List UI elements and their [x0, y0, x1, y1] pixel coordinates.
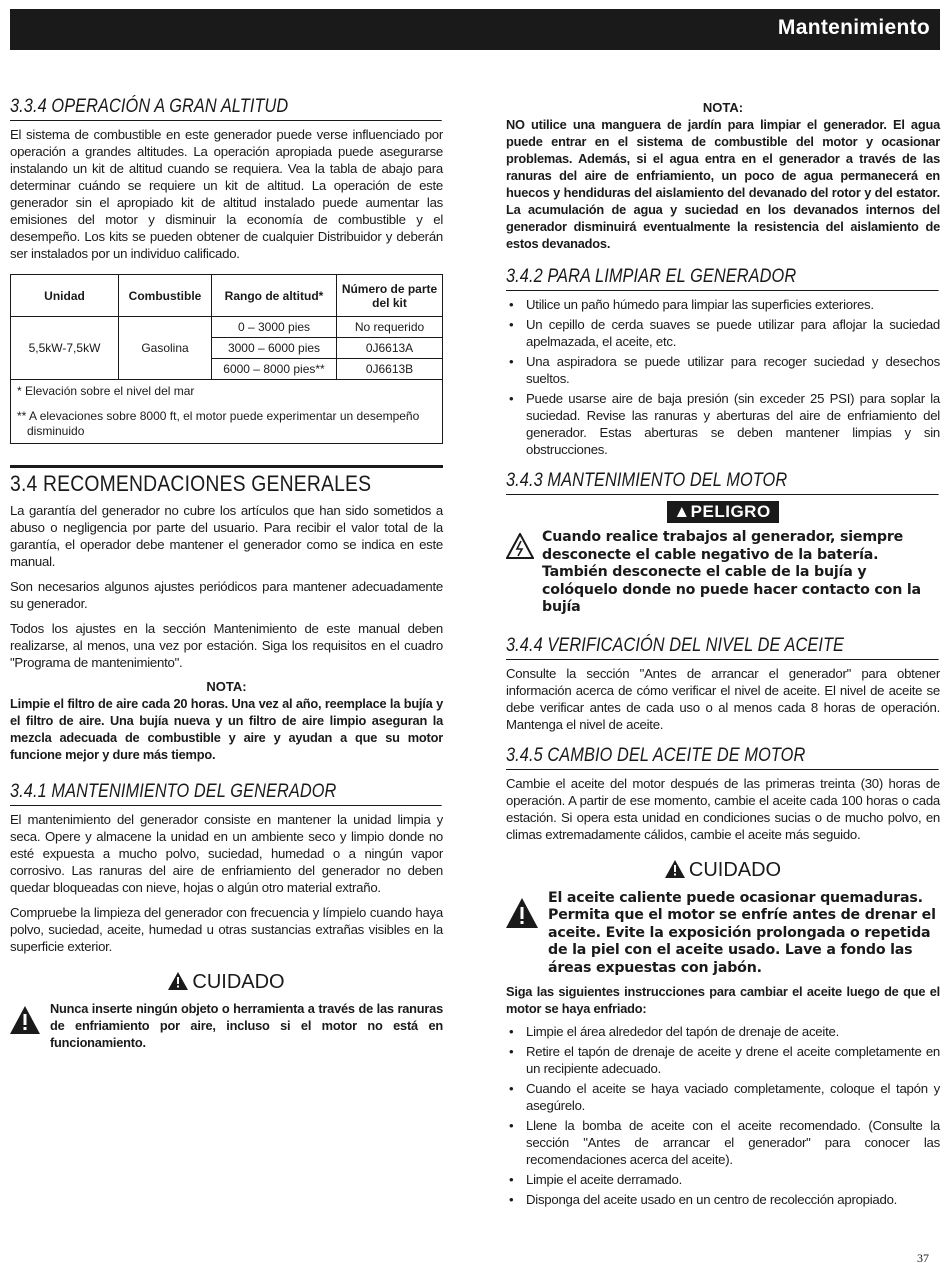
- warning-icon: [168, 972, 188, 996]
- table-cell-fuel: Gasolina: [119, 317, 212, 380]
- section-heading-334: 3.3.4 OPERACIÓN A GRAN ALTITUD: [10, 96, 442, 121]
- caution-label: CUIDADO: [192, 971, 285, 993]
- list-item: • Limpie el área alrededor del tapón de drenaje de aceite.: [506, 1023, 940, 1040]
- paragraph: Compruebe la limpieza del generador con frecuencia y límpielo cuando haya polvo, suciedad, aceite, humedad u otras sustancias extrañas visibles en la superficie exterior.: [10, 905, 443, 954]
- table-cell: 3000 – 6000 pies: [212, 338, 337, 359]
- warning-icon: [506, 898, 538, 933]
- list-item: • Limpie el aceite derramado.: [506, 1171, 940, 1188]
- section-heading-341: 3.4.1 MANTENIMIENTO DEL GENERADOR: [10, 781, 442, 806]
- caution-heading: [10, 971, 443, 996]
- danger-text: Cuando realice trabajos al generador, siempre desconecte el cable negativo de la batería. También desconecte el cable de la bujía y colóquelo donde no puede hacer contacto con la bujía: [542, 529, 921, 615]
- list-item: • Puede usarse aire de baja presión (sin exceder 25 PSI) para soplar la suciedad. Revise las ranuras y aberturas del aire de enfriamiento del generador. Estas aberturas se deben mantener limpias y sin obstrucciones.: [506, 390, 940, 458]
- section-heading-343: 3.4.3 MANTENIMIENTO DEL MOTOR: [506, 470, 939, 495]
- table-footnotes: [11, 380, 443, 444]
- note-text: Limpie el filtro de aire cada 20 horas. Una vez al año, reemplace la bujía y el filtro de aire. Una bujía nueva y un filtro de aire limpio aseguran la mezcla adecuada de combustible y aire y ayudan a que su motor funcione mejor y dure más tiempo.: [10, 696, 443, 762]
- right-column: [506, 100, 940, 1211]
- section-divider: [10, 465, 443, 468]
- table-cell: 0 – 3000 pies: [212, 317, 337, 338]
- caution-text: El aceite caliente puede ocasionar quemaduras. Permita que el motor se enfríe antes de drenar el aceite. Evite la exposición prolongada o repetida de la piel con el aceite usado. Lave a fondo las áreas expuestas con jabón.: [548, 889, 936, 976]
- page-number: 37: [917, 1251, 929, 1263]
- footnote: ** A elevaciones sobre 8000 ft, el motor puede experimentar un desempeño disminuido: [17, 409, 420, 438]
- table-header-row: [11, 275, 443, 317]
- section-heading-34: 3.4 RECOMENDACIONES GENERALES: [10, 471, 372, 496]
- paragraph: Cambie el aceite del motor después de las primeras treinta (30) horas de operación. A partir de ese momento, cambie el aceite cada 100 horas o cada estación. Si opera esta unidad en condiciones sucias o de mucho polvo, en climas extremadamente cálidos, cambie el aceite más seguido.: [506, 775, 940, 842]
- caution-heading: [506, 859, 940, 884]
- instructions-intro: Siga las siguientes instrucciones para cambiar el aceite luego de que el motor se haya enfriado:: [506, 984, 940, 1016]
- altitude-table: [10, 274, 443, 444]
- table-cell-unit: 5,5kW-7,5kW: [11, 317, 119, 380]
- danger-icon: ▲: [673, 502, 691, 521]
- left-column: [10, 96, 443, 1051]
- footnote: * Elevación sobre el nivel del mar: [17, 384, 195, 398]
- danger-heading: [506, 501, 940, 523]
- paragraph: Consulte la sección "Antes de arrancar el generador" para obtener información acerca de cómo verificar el nivel de aceite. El nivel de aceite se debe verificar antes de cada uso o al menos cada 8 horas de operación. Mantenga el nivel de aceite.: [506, 665, 940, 732]
- list-item: • Una aspiradora se puede utilizar para recoger suciedad y desechos sueltos.: [506, 353, 940, 387]
- table-cell: 6000 – 8000 pies**: [212, 359, 337, 380]
- list-item: • Retire el tapón de drenaje de aceite y drene el aceite completamente en un recipiente adecuado.: [506, 1043, 940, 1077]
- section-heading-342: 3.4.2 PARA LIMPIAR EL GENERADOR: [506, 266, 939, 291]
- cleaning-list: [506, 296, 940, 458]
- caution-box: [10, 1000, 443, 1051]
- paragraph: Son necesarios algunos ajustes periódicos para mantener adecuadamente su generador.: [10, 579, 443, 611]
- paragraph: El mantenimiento del generador consiste en mantener la unidad limpia y seca. Opere y almacene la unidad en un ambiente seco y limpio donde no esté expuesta a mucho polvo, suciedad, humedad o a ningún vapor corrosivo. Las ranuras del aire de enfriamiento del generador no deben quedar bloqueadas con nieve, hojas o algún otro material extraño.: [10, 812, 443, 895]
- list-item: • Llene la bomba de aceite con el aceite recomendado. (Consulte la sección "Antes de arrancar el generador" para conocer las recomendaciones acerca del aceite).: [506, 1117, 940, 1168]
- table-header: Rango de altitud*: [212, 275, 337, 317]
- caution-box: [506, 890, 940, 978]
- electric-hazard-icon: [506, 533, 534, 564]
- note-title: NOTA:: [206, 679, 247, 694]
- caution-text: Nunca inserte ningún objeto o herramienta a través de las ranuras de enfriamiento por aire, incluso si el motor no está en funcionamiento.: [50, 1001, 443, 1050]
- warning-icon: [10, 1006, 40, 1039]
- section-heading-345: 3.4.5 CAMBIO DEL ACEITE DE MOTOR: [506, 745, 939, 770]
- table-header: Unidad: [11, 275, 119, 317]
- note-title: NOTA:: [702, 100, 744, 115]
- paragraph: Todos los ajustes en la sección Mantenimiento de este manual deben realizarse, al menos, una vez por estación. Siga los requisitos en el cuadro "Programa de mantenimiento".: [10, 621, 443, 670]
- danger-box: [506, 529, 940, 617]
- section-heading-344: 3.4.4 VERIFICACIÓN DEL NIVEL DE ACEITE: [506, 635, 939, 660]
- table-footnote-row: [11, 380, 443, 444]
- list-item: • Utilice un paño húmedo para limpiar las superficies exteriores.: [506, 296, 940, 313]
- list-item: • Disponga del aceite usado en un centro de recolección apropiado.: [506, 1191, 940, 1208]
- table-cell: 0J6613B: [337, 359, 443, 380]
- page-title: Mantenimiento: [777, 16, 930, 39]
- paragraph: La garantía del generador no cubre los artículos que han sido sometidos a abuso o negligencia por parte del usuario. Para recibir el valor total de la garantía, el operador debe mantener el generador como se indica en este manual.: [10, 503, 443, 569]
- table-row: [11, 317, 443, 338]
- list-item: • Cuando el aceite se haya vaciado completamente, coloque el tapón y asegúrelo.: [506, 1080, 940, 1114]
- list-item: • Un cepillo de cerda suaves se puede utilizar para aflojar la suciedad apelmazada, el aceite, etc.: [506, 316, 940, 350]
- header-bar: [10, 9, 940, 50]
- oil-change-list: [506, 1023, 940, 1208]
- danger-badge: [667, 501, 778, 523]
- note-text: NO utilice una manguera de jardín para limpiar el generador. El agua puede entrar en el sistema de combustible del motor y ocasionar problemas. Además, si el agua entra en el generador a través de las ranuras del aire de enfriamiento, un poco de agua permanecerá en huecos y hendiduras del aislamiento del devanado del rotor y del estator. La acumulación de agua y suciedad en los devanados internos del generador disminuirá eventualmente la resistencia del aislamiento de estos devanados.: [506, 117, 940, 251]
- table-cell: No requerido: [337, 317, 443, 338]
- table-cell: 0J6613A: [337, 338, 443, 359]
- danger-label: PELIGRO: [690, 502, 771, 521]
- warning-icon: [665, 860, 685, 884]
- caution-label: CUIDADO: [688, 858, 782, 881]
- table-header: Número de parte del kit: [337, 275, 443, 317]
- table-header: Combustible: [119, 275, 212, 317]
- paragraph: El sistema de combustible en este generador puede verse influenciado por operación a grandes altitudes. La operación apropiada puede asegurarse instalando un kit de altitud cuando se requiera. Vea la tabla de abajo para determinar cuándo se requiere un kit de altitud. La operación de este generador sin el apropiado kit de altitud instalado puede aumentar las emisiones del motor y disminuir la economía de combustible y el desempeño. Los kits se pueden obtener de cualquier Distribuidor y deberán ser instalados por un individuo calificado.: [10, 127, 443, 261]
